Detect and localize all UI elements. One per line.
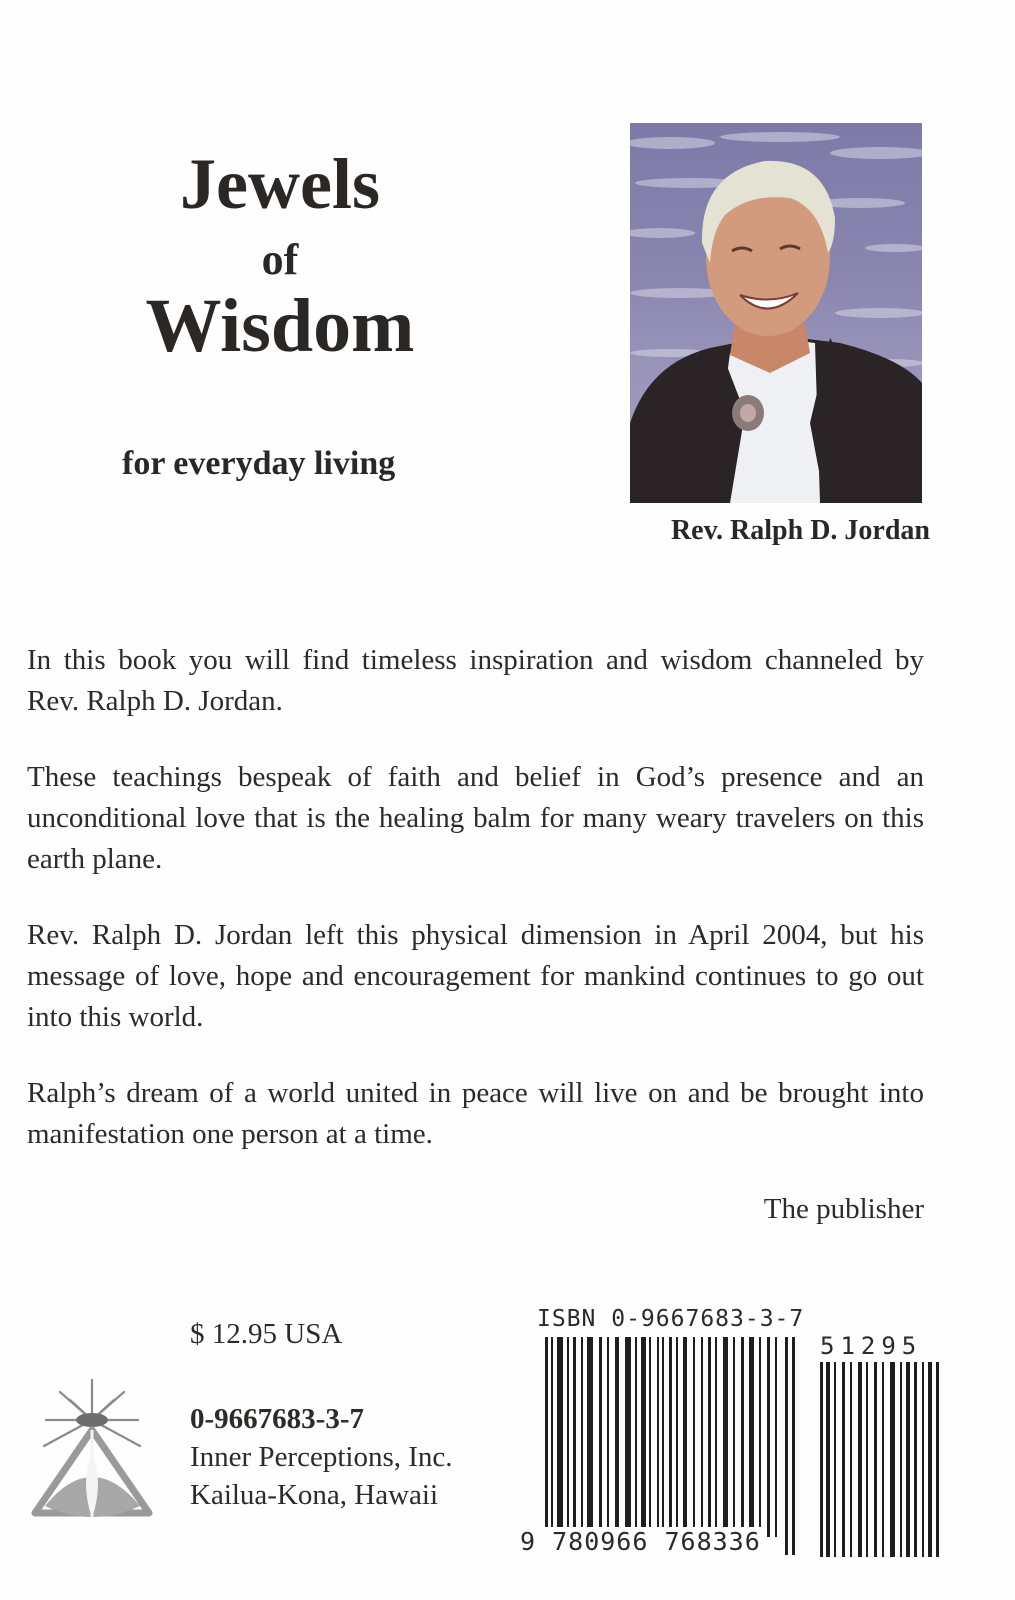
- author-portrait-icon: [630, 123, 922, 503]
- barcode-addon-digits: 51295: [820, 1332, 923, 1360]
- price-addon-barcode-bars-icon: [820, 1362, 940, 1557]
- blurb-paragraph: Rev. Ralph D. Jordan left this physical dimension in April 2004, but his message of love, hope and encouragement for mankind continues to go out into this world.: [27, 919, 924, 1033]
- book-title: [110, 144, 450, 368]
- publisher-signoff: The publisher: [763, 1193, 924, 1225]
- publisher-location: Kailua-Kona, Hawaii: [190, 1479, 439, 1511]
- publisher-info: [190, 1400, 453, 1514]
- title-line-of: of: [261, 235, 299, 284]
- blurb-paragraph: In this book you will find timeless inspiration and wisdom channeled by Rev. Ralph D. Jordan.: [27, 644, 924, 717]
- author-photo: [630, 123, 922, 503]
- price-label: $ 12.95 USA: [190, 1318, 343, 1350]
- radiant-eye-pyramid-logo-icon: [30, 1378, 155, 1528]
- blurb-paragraph: Ralph’s dream of a world united in peace will live on and be brought into manifestation one person at a time.: [27, 1077, 924, 1150]
- isbn-barcode: [515, 1300, 945, 1560]
- ean-barcode-bars-icon: [545, 1337, 800, 1555]
- title-line-wisdom: Wisdom: [145, 284, 415, 368]
- publisher-name: Inner Perceptions, Inc.: [190, 1441, 453, 1473]
- isbn-text: 0-9667683-3-7: [190, 1403, 364, 1435]
- book-subtitle: for everyday living: [122, 445, 396, 482]
- title-line-jewels: Jewels: [180, 144, 380, 224]
- blurb-paragraph: These teachings bespeak of faith and belief in God’s presence and an unconditional love that is the healing balm for many weary travelers on this earth plane.: [27, 761, 924, 875]
- blurb: [27, 640, 924, 1190]
- barcode-ean-digits: 9 780966 768336: [520, 1527, 761, 1556]
- barcode-isbn-label: ISBN 0-9667683-3-7: [537, 1306, 805, 1332]
- author-caption: Rev. Ralph D. Jordan: [670, 515, 930, 546]
